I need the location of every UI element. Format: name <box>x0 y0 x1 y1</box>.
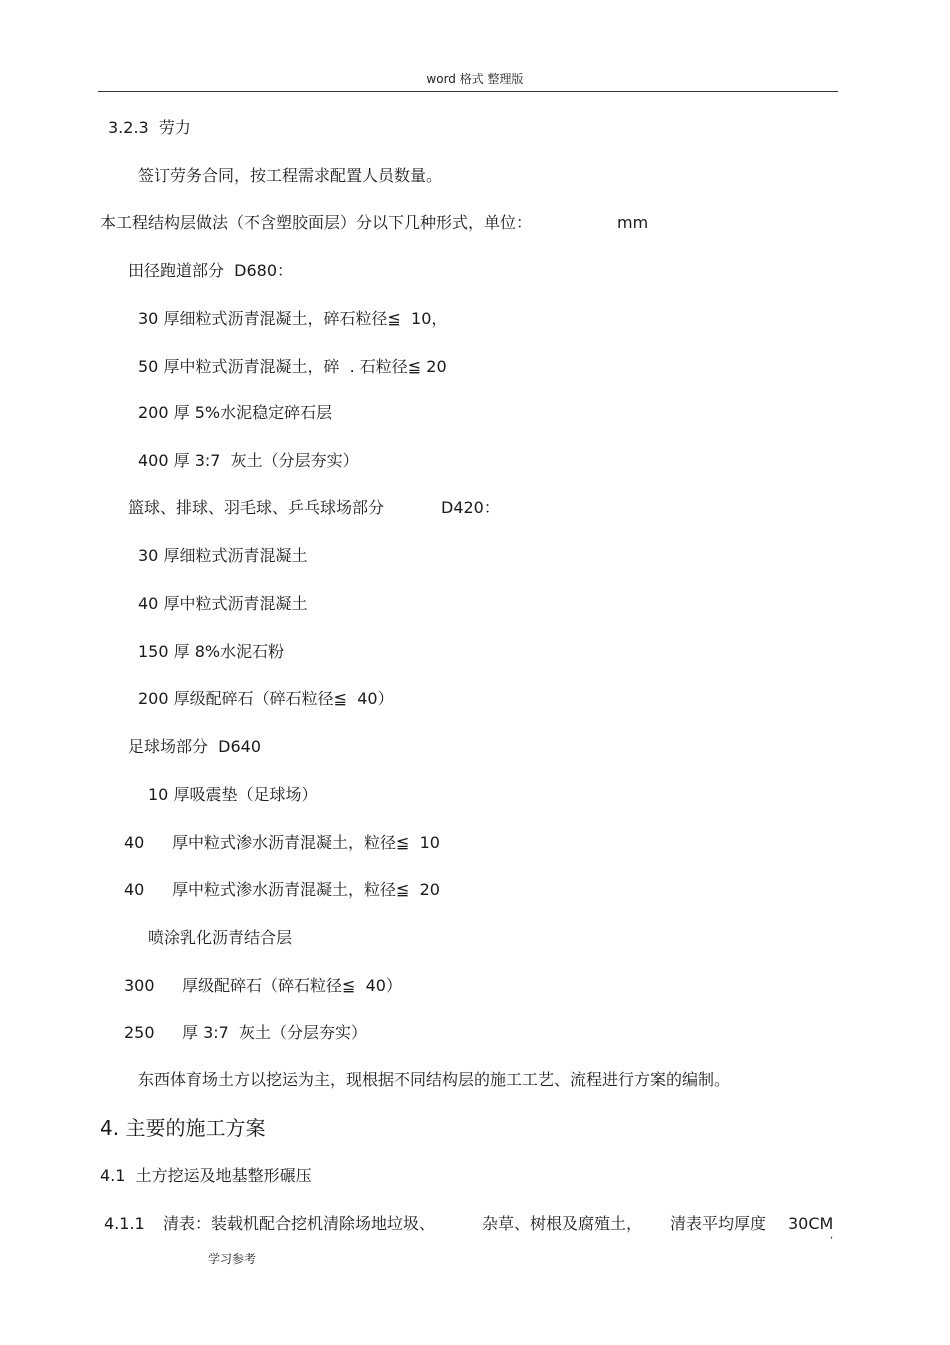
track-layer-1: 30 厚细粒式沥青混凝土，碎石粒径≦ 10， <box>138 309 448 328</box>
section-4-1-1-number: 4.1.1 <box>104 1214 145 1233</box>
paragraph-structure-intro: 本工程结构层做法（不含塑胶面层）分以下几种形式，单位： <box>100 213 533 232</box>
track-layer-4: 400 厚 3:7 灰土（分层夯实） <box>138 451 359 470</box>
courts-section-title: 篮球、排球、羽毛球、乒乓球场部分 <box>128 498 385 517</box>
clearing-text-part-2: 杂草、树根及腐殖土， <box>482 1214 643 1233</box>
unit-mm: mm <box>617 213 649 232</box>
football-layer-6-thickness: 250 <box>124 1023 155 1042</box>
football-layer-3-text: 厚中粒式渗水沥青混凝土，粒径≦ 20 <box>172 880 440 899</box>
football-section-title: 足球场部分 D640 <box>128 737 262 756</box>
football-layer-3-thickness: 40 <box>124 880 145 899</box>
page-header: word 格式 整理版 <box>426 72 524 86</box>
clearing-thickness: 30CM <box>788 1214 834 1233</box>
section-3-2-3-heading: 3.2.3 劳力 <box>108 118 191 137</box>
football-layer-5-text: 厚级配碎石（碎石粒径≦ 40） <box>182 976 402 995</box>
football-layer-2-text: 厚中粒式渗水沥青混凝土，粒径≦ 10 <box>172 833 440 852</box>
clearing-text-part-1: 清表：装载机配合挖机清除场地垃圾、 <box>163 1214 436 1233</box>
football-layer-1: 10 厚吸震垫（足球场） <box>148 785 318 804</box>
courts-layer-2: 40 厚中粒式沥青混凝土 <box>138 594 308 613</box>
courts-section-code: D420： <box>441 498 500 517</box>
track-section-title: 田径跑道部分 D680： <box>128 261 294 280</box>
football-layer-2-thickness: 40 <box>124 833 145 852</box>
section-4-1-heading: 4.1 土方挖运及地基整形碾压 <box>100 1166 312 1185</box>
track-layer-3: 200 厚 5%水泥稳定碎石层 <box>138 403 333 422</box>
football-layer-6-text: 厚 3:7 灰土（分层夯实） <box>182 1023 368 1042</box>
courts-layer-4: 200 厚级配碎石（碎石粒径≦ 40） <box>138 689 394 708</box>
clearing-text-part-3: 清表平均厚度 <box>670 1214 767 1233</box>
courts-layer-1: 30 厚细粒式沥青混凝土 <box>138 546 308 565</box>
section-4-heading: 4. 主要的施工方案 <box>100 1116 266 1140</box>
page-footer: 学习参考 <box>208 1252 257 1266</box>
footer-mark: , <box>830 1230 834 1241</box>
header-rule <box>98 91 838 92</box>
football-layer-5-thickness: 300 <box>124 976 155 995</box>
paragraph-earthwork: 东西体育场土方以挖运为主，现根据不同结构层的施工工艺、流程进行方案的编制。 <box>138 1070 731 1089</box>
track-layer-2: 50 厚中粒式沥青混凝土，碎 . 石粒径≦ 20 <box>138 357 447 376</box>
courts-layer-3: 150 厚 8%水泥石粉 <box>138 642 285 661</box>
paragraph-labor: 签订劳务合同，按工程需求配置人员数量。 <box>138 166 443 185</box>
football-layer-4: 喷涂乳化沥青结合层 <box>148 928 293 947</box>
